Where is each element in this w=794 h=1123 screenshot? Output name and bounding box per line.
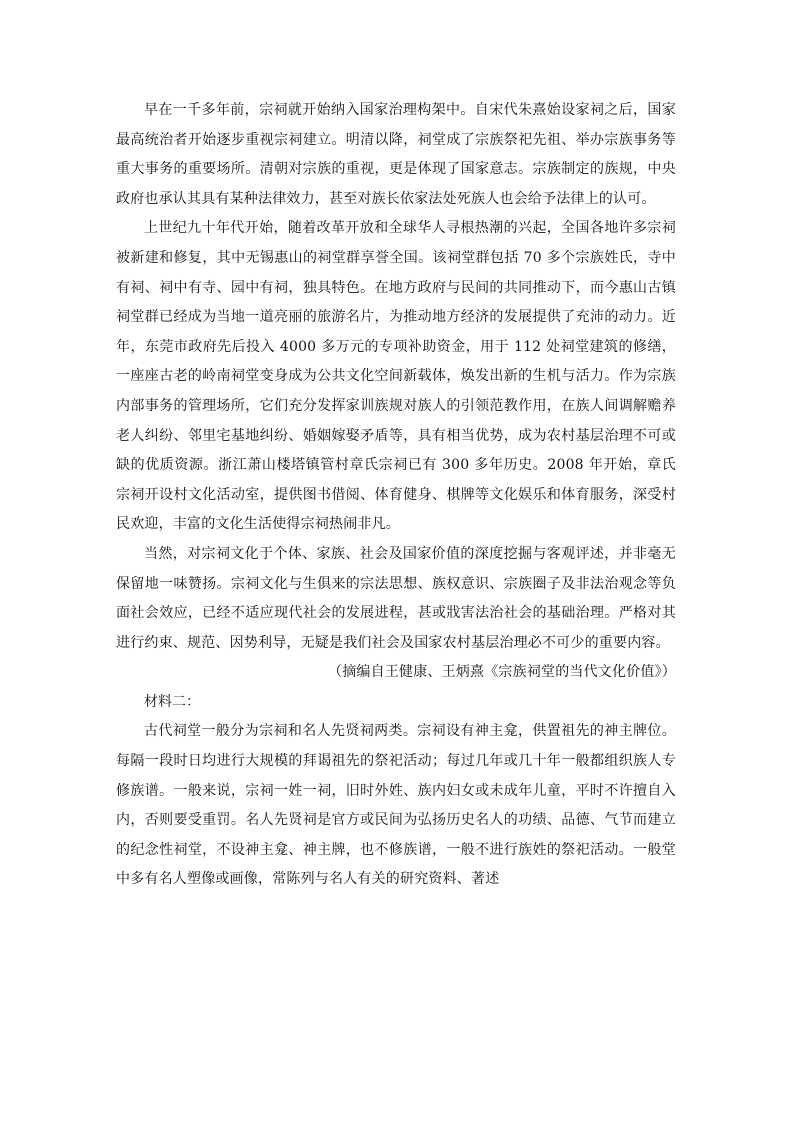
paragraph-3: 当然，对宗祠文化于个体、家族、社会及国家价值的深度挖掘与客观评述，并非毫无保留地一味赞扬。宗祠文化与生俱来的宗法思想、族权意识、宗族圈子及非法治观念等负面社会效应，已经不适应现代社会的发展进程，甚或戕害法治社会的基础治理。严格对其进行约束、规范、因势利导，无疑是我们社会及国家农村基层治理必不可少的重要内容。 (116, 545, 676, 651)
paragraph-4: 古代祠堂一般分为宗祠和名人先贤祠两类。宗祠设有神主龛，供置祖先的神主牌位。每隔一段时日均进行大规模的拜谒祖先的祭祀活动；每过几年或几十年一般都组织族人专修族谱。一般来说，宗祠一姓一祠，旧时外姓、族内妇女或未成年儿童，平时不许擅自入内，否则要受重罚。名人先贤祠是官方或民间为弘扬历史名人的功绩、品德、气节而建立的纪念性祠堂，不设神主龛、神主牌，也不修族谱，一般不进行族姓的祭祀活动。一般堂中多有名人塑像或画像，常陈列与名人有关的研究资料、著述 (116, 723, 676, 888)
paragraph-2: 上世纪九十年代开始，随着改革开放和全球华人寻根热潮的兴起，全国各地许多宗祠被新建和修复，其中无锡惠山的祠堂群享誉全国。该祠堂群包括 70 多个宗族姓氏，寺中有祠、祠中有寺、园中有祠，独具特色。在地方政府与民间的共同推动下，而今惠山古镇祠堂群已经成为当地一道亮丽的旅游名片，为推动地方经济的发展提供了充沛的动力。近年，东莞市政府先后投入 4000 多万元的专项补助资金，用于 112 处祠堂建筑的修缮，一座座古老的岭南祠堂变身成为公共文化空间新载体，焕发出新的生机与活力。作为宗族内部事务的管理场所，它们充分发挥家训族规对族人的引领范教作用，在族人间调解赡养老人纠纷、邻里宅基地纠纷、婚姻嫁娶矛盾等，具有相当优势，成为农村基层治理不可或缺的优质资源。浙江萧山楼塔镇管村章氏宗祠已有 300 多年历史。2008 年开始，章氏宗祠开设村文化活动室，提供图书借阅、体育健身、棋牌等文化娱乐和体育服务，深受村民欢迎，丰富的文化生活使得宗祠热闹非凡。 (116, 220, 676, 533)
material-heading: 材料二： (144, 693, 200, 710)
paragraph-1: 早在一千多年前，宗祠就开始纳入国家治理构架中。自宋代朱熹始设家祠之后，国家最高统治者开始逐步重视宗祠建立。明清以降，祠堂成了宗族祭祀先祖、举办宗族事务等重大事务的重要场所。清朝对宗族的重视，更是体现了国家意志。宗族制定的族规，中央政府也承认其具有某种法律效力，甚至对族长依家法处死族人也会给予法律上的认可。 (116, 102, 676, 207)
source-citation: （摘编自王健康、王炳熹《宗族祠堂的当代文化价值》） (328, 664, 676, 681)
document-page (116, 96, 676, 895)
